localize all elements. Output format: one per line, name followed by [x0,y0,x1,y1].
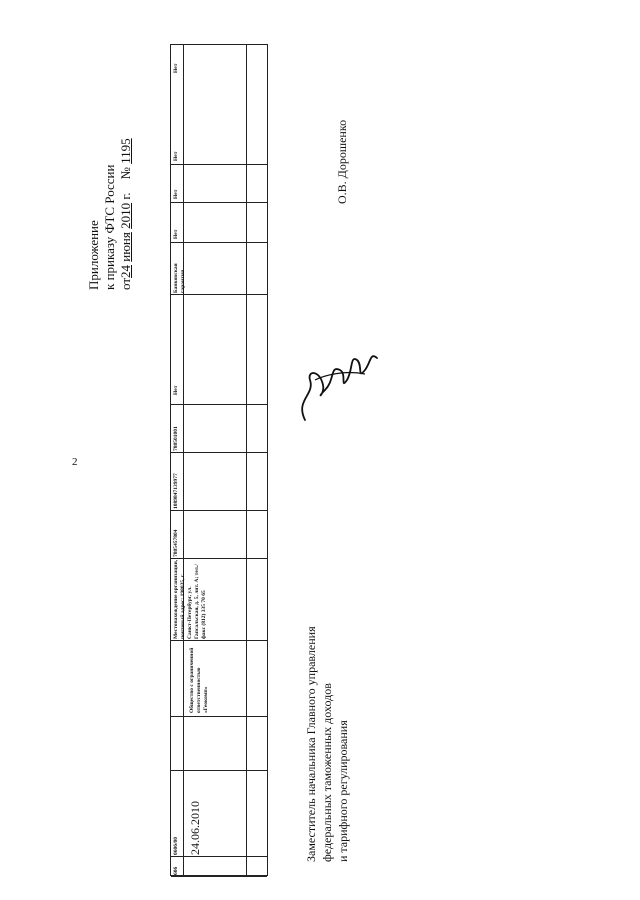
cell-guarantee: Банковская гарантия [171,243,267,295]
order-day: 24 [118,264,133,278]
cell-address: Местонахождение организации, почтовый адрес: 198035, г. Санкт-Петербург, ул. Гапсальская, д. 5, лит. А; тел./факс (812) 335 70 65 [171,559,267,641]
cell-date-block: 0606/00 24.06.2010 [171,771,267,857]
cell-col-b: Нет [171,165,267,203]
cell-col-d: Нет [173,63,179,73]
order-number: 1195 [118,138,133,164]
cell-branches: Нет [171,295,267,405]
order-date-line: от24 июня 2010 г. № 1195 [118,138,133,290]
cell-ogrn: 1089847139977 [171,453,267,511]
registry-table [170,44,268,876]
order-year: 2010 [118,202,133,229]
handwritten-signature [285,340,385,430]
cell-inn: 7805457804 [171,511,267,559]
signatory-name: О.В. Дорошенко [335,119,349,204]
order-reference: к приказу ФТС России [102,164,117,290]
cell-empty-1 [171,717,267,771]
appendix-title: Приложение [86,220,101,290]
cell-col-c: Нет [171,127,267,165]
page-number: 2 [72,456,78,468]
appendix-header [86,138,134,290]
cell-kpp: 780501001 [171,405,267,453]
order-month: июня [118,232,133,262]
cell-date: 24.06.2010 [188,801,202,855]
cell-reg-no: 606 [171,857,267,877]
cell-col-a: Нет [171,203,267,243]
cell-org-name: Общество с ограниченной ответственностью «Геокомп» [171,641,267,717]
signatory-title: Заместитель начальника Главного управления федеральных таможенных доходов и тарифного регулирования [304,626,350,862]
